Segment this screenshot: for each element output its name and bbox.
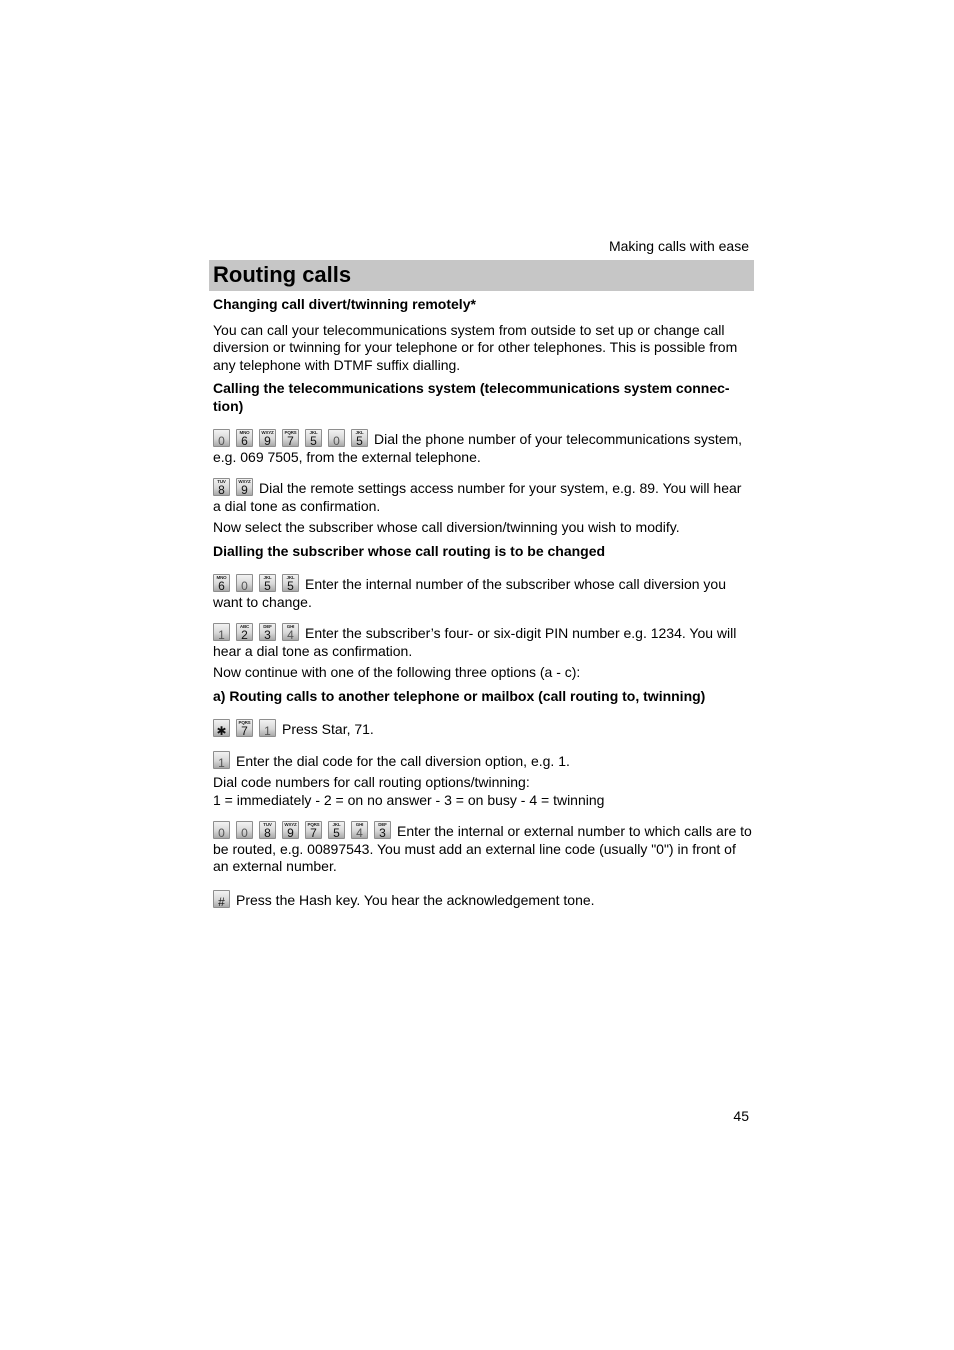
step-press-hash: [213, 890, 753, 910]
heading-option-a: a) Routing calls to another telephone or mailbox (call routing to, twinning): [213, 687, 706, 704]
key-letters: MNO: [239, 430, 250, 435]
key-letters: DEF: [378, 822, 387, 827]
key-digit: 4: [287, 628, 294, 642]
keypad-key-icon: [282, 623, 299, 641]
key-digit: 8: [264, 826, 271, 840]
key-digit: 7: [287, 434, 294, 448]
key-digit: 0: [333, 434, 340, 448]
step-text: Dial the remote settings access number for your system, e.g. 89. You will hear a dial tone as confirmation.: [213, 480, 742, 514]
keypad-key-icon: [236, 623, 253, 641]
heading-changing-divert: Changing call divert/twinning remotely*: [213, 296, 476, 312]
keypad-key-icon: [236, 719, 253, 737]
step-pin: [213, 623, 753, 660]
keypad-key-icon: [213, 429, 230, 447]
key-letters: GHI: [286, 624, 295, 629]
key-digit: 4: [356, 826, 363, 840]
keypad-key-icon: [213, 751, 230, 769]
running-header: Making calls with ease: [608, 238, 749, 254]
key-letters: PQRS: [307, 822, 320, 827]
keypad-key-icon: [305, 821, 322, 839]
keypad-key-icon: [213, 821, 230, 839]
keypad-key-icon: [282, 574, 299, 592]
key-digit: 5: [310, 434, 317, 448]
step-internal-number: [213, 574, 753, 611]
key-letters: PQRS: [284, 430, 297, 435]
keypad-key-icon: [213, 890, 230, 908]
dial-code-heading: Dial code numbers for call routing options/twinning:: [213, 774, 530, 790]
key-letters: JKL: [355, 430, 364, 435]
key-digit: 0: [218, 434, 225, 448]
step-text: Enter the internal or external number to which calls are to be routed, e.g. 00897543. You must add an external line code (usually "0") in front of an external number.: [213, 823, 752, 874]
step-text: Enter the subscriber’s four- or six-digit PIN number e.g. 1234. You will hear a dial tone as confirmation.: [213, 625, 737, 659]
key-digit: 0: [218, 826, 225, 840]
key-digit: #: [218, 894, 225, 909]
step-press-star: [213, 719, 753, 739]
key-digit: 9: [264, 434, 271, 448]
heading-calling-system: Calling the telecommunications system (telecommunications system connec-tion): [213, 380, 730, 414]
heading-dialling-subscriber: Dialling the subscriber whose call routing is to be changed: [213, 542, 606, 559]
main-content: [213, 296, 753, 909]
key-digit: 8: [218, 483, 225, 497]
key-letters: JKL: [309, 430, 318, 435]
keypad-key-icon: [259, 821, 276, 839]
key-letters: PQRS: [238, 720, 251, 725]
key-letters: DEF: [263, 624, 272, 629]
key-letters: WXYZ: [238, 479, 251, 484]
keypad-key-icon: [259, 429, 276, 447]
keypad-key-icon: [236, 821, 253, 839]
key-letters: JKL: [286, 575, 295, 580]
keypad-key-icon: [351, 429, 368, 447]
options-note: Now continue with one of the following three options (a - c):: [213, 664, 581, 680]
key-digit: 1: [218, 628, 225, 642]
keypad-sequence: [213, 480, 259, 496]
keypad-key-icon: [236, 478, 253, 496]
key-letters: TUV: [263, 822, 272, 827]
keypad-key-icon: [213, 574, 230, 592]
key-digit: 9: [287, 826, 294, 840]
step-text: Enter the internal number of the subscriber whose call diversion you want to change.: [213, 576, 726, 610]
key-letters: GHI: [355, 822, 364, 827]
keypad-key-icon: [328, 429, 345, 447]
keypad-key-icon: [259, 719, 276, 737]
key-letters: MNO: [216, 575, 227, 580]
keypad-key-icon: [282, 821, 299, 839]
page-number: 45: [733, 1108, 749, 1124]
keypad-sequence: [213, 625, 305, 641]
keypad-key-icon: [213, 719, 230, 737]
keypad-key-icon: [259, 623, 276, 641]
key-letters: JKL: [263, 575, 272, 580]
keypad-sequence: [213, 823, 397, 839]
step-text: Dial the phone number of your telecommunications system, e.g. 069 7505, from the external telephone.: [213, 431, 743, 465]
key-digit: 5: [333, 826, 340, 840]
step-text: Press Star, 71.: [282, 721, 374, 737]
keypad-key-icon: [213, 478, 230, 496]
keypad-sequence: [213, 431, 374, 447]
key-digit: 3: [379, 826, 386, 840]
keypad-key-icon: [374, 821, 391, 839]
title-bar: [209, 260, 754, 291]
keypad-key-icon: [236, 574, 253, 592]
dial-code-list: 1 = immediately - 2 = on no answer - 3 = on busy - 4 = twinning: [213, 791, 605, 808]
key-digit: ✱: [216, 724, 227, 738]
keypad-key-icon: [213, 623, 230, 641]
keypad-sequence: [213, 753, 236, 769]
keypad-key-icon: [328, 821, 345, 839]
key-letters: WXYZ: [261, 430, 274, 435]
step-text: Enter the dial code for the call diversion option, e.g. 1.: [236, 752, 570, 769]
keypad-key-icon: [351, 821, 368, 839]
key-digit: 7: [241, 724, 248, 738]
key-digit: 6: [218, 579, 225, 593]
key-digit: 2: [241, 628, 248, 642]
intro-paragraph: You can call your telecommunications system from outside to set up or change call diversion or twinning for your telephone or for other telephones. This is possible from any telephone with DTMF suffix dialling.: [213, 321, 738, 373]
keypad-key-icon: [305, 429, 322, 447]
key-digit: 5: [264, 579, 271, 593]
keypad-sequence: [213, 576, 305, 592]
key-digit: 1: [218, 755, 225, 770]
keypad-key-icon: [259, 574, 276, 592]
key-digit: 6: [241, 434, 248, 448]
key-digit: 1: [264, 724, 271, 738]
key-digit: 5: [356, 434, 363, 448]
key-letters: WXYZ: [284, 822, 297, 827]
key-letters: TUV: [217, 479, 226, 484]
step-dial-system: [213, 429, 753, 466]
keypad-key-icon: [282, 429, 299, 447]
step-access-number: [213, 478, 753, 515]
key-digit: 3: [264, 628, 271, 642]
step-target-number: [213, 821, 753, 876]
key-digit: 9: [241, 483, 248, 497]
key-letters: ABC: [239, 624, 250, 629]
key-digit: 5: [287, 579, 294, 593]
select-subscriber-note: Now select the subscriber whose call diversion/twinning you wish to modify.: [213, 519, 680, 535]
key-letters: JKL: [332, 822, 341, 827]
keypad-sequence: [213, 721, 282, 737]
step-dial-code: [213, 751, 753, 771]
page-title: Routing calls: [213, 262, 352, 287]
key-digit: 7: [310, 826, 317, 840]
keypad-sequence: [213, 892, 236, 908]
key-digit: 0: [241, 579, 248, 593]
key-digit: 0: [241, 826, 248, 840]
step-text: Press the Hash key. You hear the acknowledgement tone.: [236, 891, 595, 908]
keypad-key-icon: [236, 429, 253, 447]
